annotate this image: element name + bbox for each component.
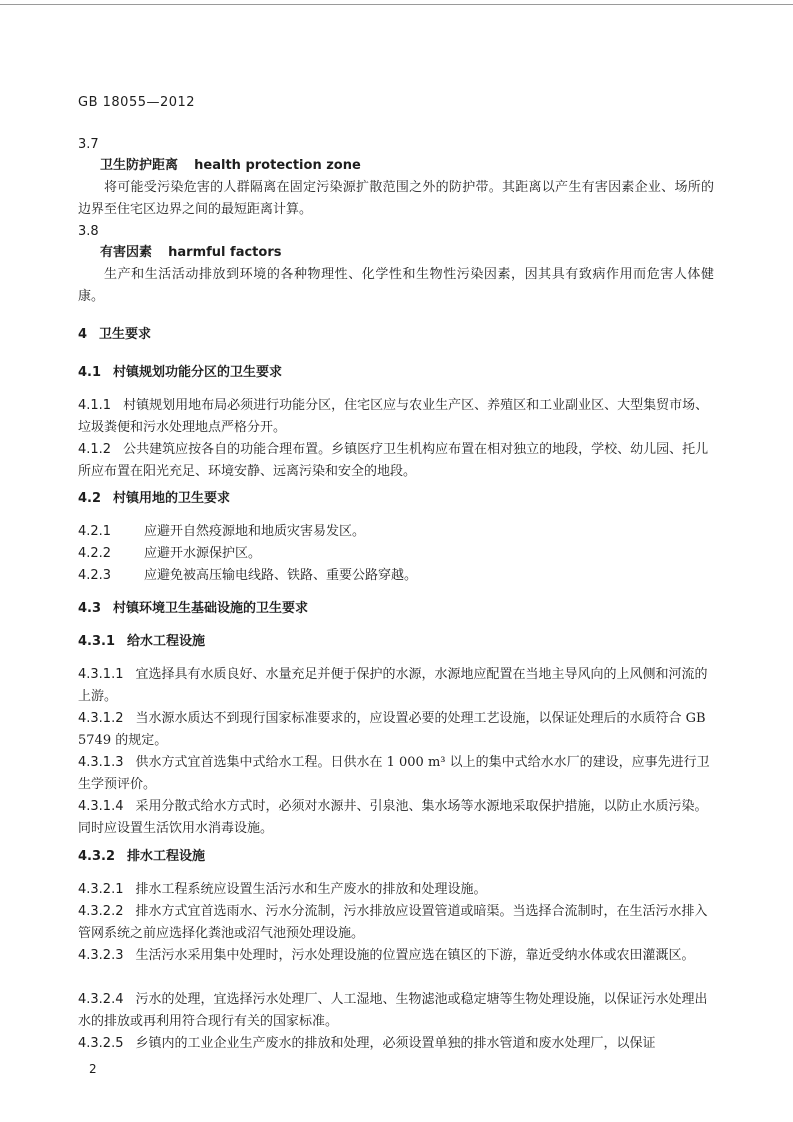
clause-4-3-1-2 <box>78 708 714 752</box>
clause-text: 应避开水源保护区。 <box>144 546 262 561</box>
heading-number: 4.3.1 <box>78 634 116 649</box>
clause-text: 村镇规划用地布局必须进行功能分区，住宅区应与农业生产区、养殖区和工业副业区、大型集贸市场、垃圾粪便和污水处理地点严格分开。 <box>78 398 709 435</box>
heading-title: 卫生要求 <box>99 327 152 342</box>
heading-title: 村镇规划功能分区的卫生要求 <box>113 365 283 380</box>
clause-text: 应避免被高压输电线路、铁路、重要公路穿越。 <box>144 568 418 583</box>
clause-text: 采用分散式给水方式时，必须对水源井、引泉池、集水场等水源地采取保护措施，以防止水质污染。同时应设置生活饮用水消毒设施。 <box>78 799 708 836</box>
clause-text: 公共建筑应按各自的功能合理布置。乡镇医疗卫生机构应布置在相对独立的地段，学校、幼儿园、托儿所应布置在阳光充足、环境安静、远离污染和安全的地段。 <box>78 442 709 479</box>
clause-4-3-2-1 <box>78 879 714 901</box>
clause-number: 4.3.2.1 <box>78 882 124 897</box>
clause-4-2-1 <box>78 521 714 543</box>
subsection-4-3-1-heading <box>78 631 714 653</box>
clause-number: 4.3.1.4 <box>78 799 124 814</box>
clause-3-8-term <box>78 242 714 264</box>
clause-3-7-term <box>78 155 714 177</box>
clause-text: 宜选择具有水质良好、水量充足并便于保护的水源，水源地应配置在当地主导风向的上风侧和河流的上游。 <box>78 667 708 704</box>
clause-4-3-1-3 <box>78 752 714 796</box>
clause-number: 4.2.2 <box>78 546 112 561</box>
clause-text: 应避开自然疫源地和地质灾害易发区。 <box>144 524 366 539</box>
clause-text: 供水方式宜首选集中式给水工程。日供水在 1 000 m³ 以上的集中式给水水厂的建设，应事先进行卫生学预评价。 <box>78 755 710 792</box>
section-4-3-heading <box>78 598 714 620</box>
chapter-4-heading <box>78 324 714 346</box>
clause-number: 4.3.2.3 <box>78 948 124 963</box>
clause-number: 4.3.2.5 <box>78 1036 124 1051</box>
clause-4-3-1-4 <box>78 796 714 840</box>
clause-number: 4.2.3 <box>78 568 112 583</box>
heading-number: 4.3 <box>78 601 102 616</box>
heading-title: 村镇用地的卫生要求 <box>113 491 231 506</box>
clause-number: 4.1.1 <box>78 398 112 413</box>
heading-title: 给水工程设施 <box>127 634 206 649</box>
clause-3-7-number: 3.7 <box>78 137 99 152</box>
clause-4-3-2-4 <box>78 989 714 1033</box>
heading-title: 村镇环境卫生基础设施的卫生要求 <box>113 601 309 616</box>
clause-text: 排水方式宜首选雨水、污水分流制，污水排放应设置管道或暗渠。当选择合流制时，在生活污水排入管网系统之前应选择化粪池或沼气池预处理设施。 <box>78 904 708 941</box>
clause-number: 4.3.1.3 <box>78 755 124 770</box>
term-chinese: 有害因素 <box>100 245 153 260</box>
clause-number: 4.3.1.1 <box>78 667 124 682</box>
clause-text: 生活污水采用集中处理时，污水处理设施的位置应选在镇区的下游，靠近受纳水体或农田灌溉区。 <box>135 948 695 963</box>
standard-code: GB 18055—2012 <box>78 95 196 110</box>
clause-text: 污水的处理，宜选择污水处理厂、人工湿地、生物滤池或稳定塘等生物处理设施，以保证污水处理出水的排放或再利用符合现行有关的国家标准。 <box>78 992 708 1029</box>
clause-number: 4.1.2 <box>78 442 112 457</box>
clause-4-3-2-2 <box>78 901 714 945</box>
clause-3-7-definition: 将可能受污染危害的人群隔离在固定污染源扩散范围之外的防护带。其距离以产生有害因素企业、场所的边界至住宅区边界之间的最短距离计算。 <box>78 180 714 217</box>
clause-number: 4.3.1.2 <box>78 711 124 726</box>
term-chinese: 卫生防护距离 <box>100 158 179 173</box>
clause-4-2-3 <box>78 565 714 587</box>
clause-text: 当水源水质达不到现行国家标准要求的，应设置必要的处理工艺设施，以保证处理后的水质符合 GB 5749 的规定。 <box>78 711 706 748</box>
clause-3-8-definition: 生产和生活活动排放到环境的各种物理性、化学性和生物性污染因素，因其具有致病作用而危害人体健康。 <box>78 267 714 304</box>
heading-number: 4.2 <box>78 491 102 506</box>
clause-4-3-2-3 <box>78 945 714 967</box>
clause-number: 4.3.2.2 <box>78 904 124 919</box>
heading-number: 4.3.2 <box>78 849 116 864</box>
heading-title: 排水工程设施 <box>127 849 206 864</box>
clause-4-3-1-1 <box>78 664 714 708</box>
clause-4-3-2-5 <box>78 1033 714 1055</box>
subsection-4-3-2-heading <box>78 846 714 868</box>
heading-number: 4 <box>78 327 88 342</box>
section-4-2-heading <box>78 488 714 510</box>
clause-3-8-number: 3.8 <box>78 224 99 239</box>
clause-text: 排水工程系统应设置生活污水和生产废水的排放和处理设施。 <box>135 882 487 897</box>
term-english: harmful factors <box>168 245 282 260</box>
clause-number: 4.3.2.4 <box>78 992 124 1007</box>
section-4-1-heading <box>78 362 714 384</box>
top-border-line <box>0 4 793 5</box>
clause-4-1-2 <box>78 439 714 483</box>
clause-number: 4.2.1 <box>78 524 112 539</box>
term-english: health protection zone <box>194 158 361 173</box>
clause-4-2-2 <box>78 543 714 565</box>
heading-number: 4.1 <box>78 365 102 380</box>
clause-text: 乡镇内的工业企业生产废水的排放和处理，必须设置单独的排水管道和废水处理厂，以保证 <box>135 1036 656 1051</box>
clause-4-1-1 <box>78 395 714 439</box>
page-number: 2 <box>89 1062 97 1076</box>
